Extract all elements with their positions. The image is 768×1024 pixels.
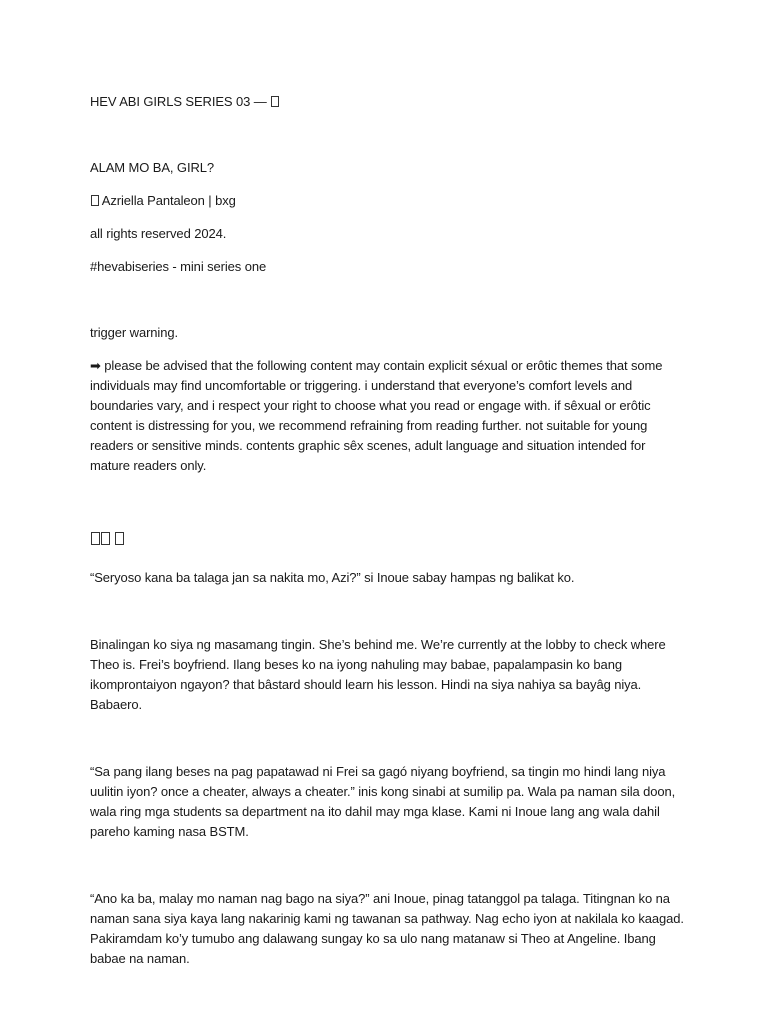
author-line-text: Azriella Pantaleon | bxg (101, 193, 236, 208)
series-line-text: HEV ABI GIRLS SERIES 03 — (90, 94, 267, 109)
missing-glyph-icon (271, 96, 279, 107)
story-paragraph: “Seryoso kana ba talaga jan sa nakita mo, Azi?” si Inoue sabay hampas ng balikat ko. (90, 570, 575, 585)
missing-glyph-icon (91, 532, 100, 545)
author-line (90, 191, 686, 211)
story-paragraph: “Ano ka ba, malay mo naman nag bago na siya?” ani Inoue, pinag tatanggol pa talaga. Titingnan ko na naman sana siya kaya lang nakarinig kami ng tawanan sa pathway. Nag echo iyon at nakilala ko kaagad. Pakiramdam ko’y tumubo ang dalawang sungay ko sa ulo nang matanaw si Theo at Angeline. Ibang babae na naman. (90, 891, 684, 966)
document-body (90, 92, 686, 969)
warning-body: ➡ please be advised that the following content may contain explicit séxual or erôtic themes that some individuals may find uncomfortable or triggering. i understand that everyone’s comfort levels and boundaries vary, and i respect your right to choose what you read or engage with. if sêxual or erôtic content is distressing for you, we recommend refraining from reading further. not suitable for young readers or sensitive minds. contents graphic sêx scenes, adult language and situation intended for mature readers only. (90, 358, 663, 473)
missing-glyph-icon (91, 195, 99, 206)
section-divider (90, 530, 686, 550)
warning-heading: trigger warning. (90, 325, 178, 340)
missing-glyph-icon (115, 532, 124, 545)
story-paragraph: Binalingan ko siya ng masamang tingin. She’s behind me. We’re currently at the lobby to check where Theo is. Frei’s boyfriend. Ilang beses ko na iyong nahuling may babae, papalampasin ko bang ikomprontaiyon ngayon? that bâstard should learn his lesson. Hindi na siya nahiya sa bayâg niya. Babaero. (90, 637, 666, 712)
series-hashtag: #hevabiseries - mini series one (90, 259, 267, 274)
series-line (90, 92, 686, 112)
story-paragraph: “Sa pang ilang beses na pag papatawad ni Frei sa gagó niyang boyfriend, sa tingin mo hindi lang niya uulitin iyon? once a cheater, always a cheater.” inis kong sinabi at sumilip pa. Wala pa naman sila doon, wala ring mga students sa department na ito dahil may mga klase. Kami ni Inoue lang ang wala dahil pareho kaming nasa BSTM. (90, 764, 676, 839)
story-title: ALAM MO BA, GIRL? (90, 160, 215, 175)
missing-glyph-icon (101, 532, 110, 545)
rights-notice: all rights reserved 2024. (90, 226, 227, 241)
